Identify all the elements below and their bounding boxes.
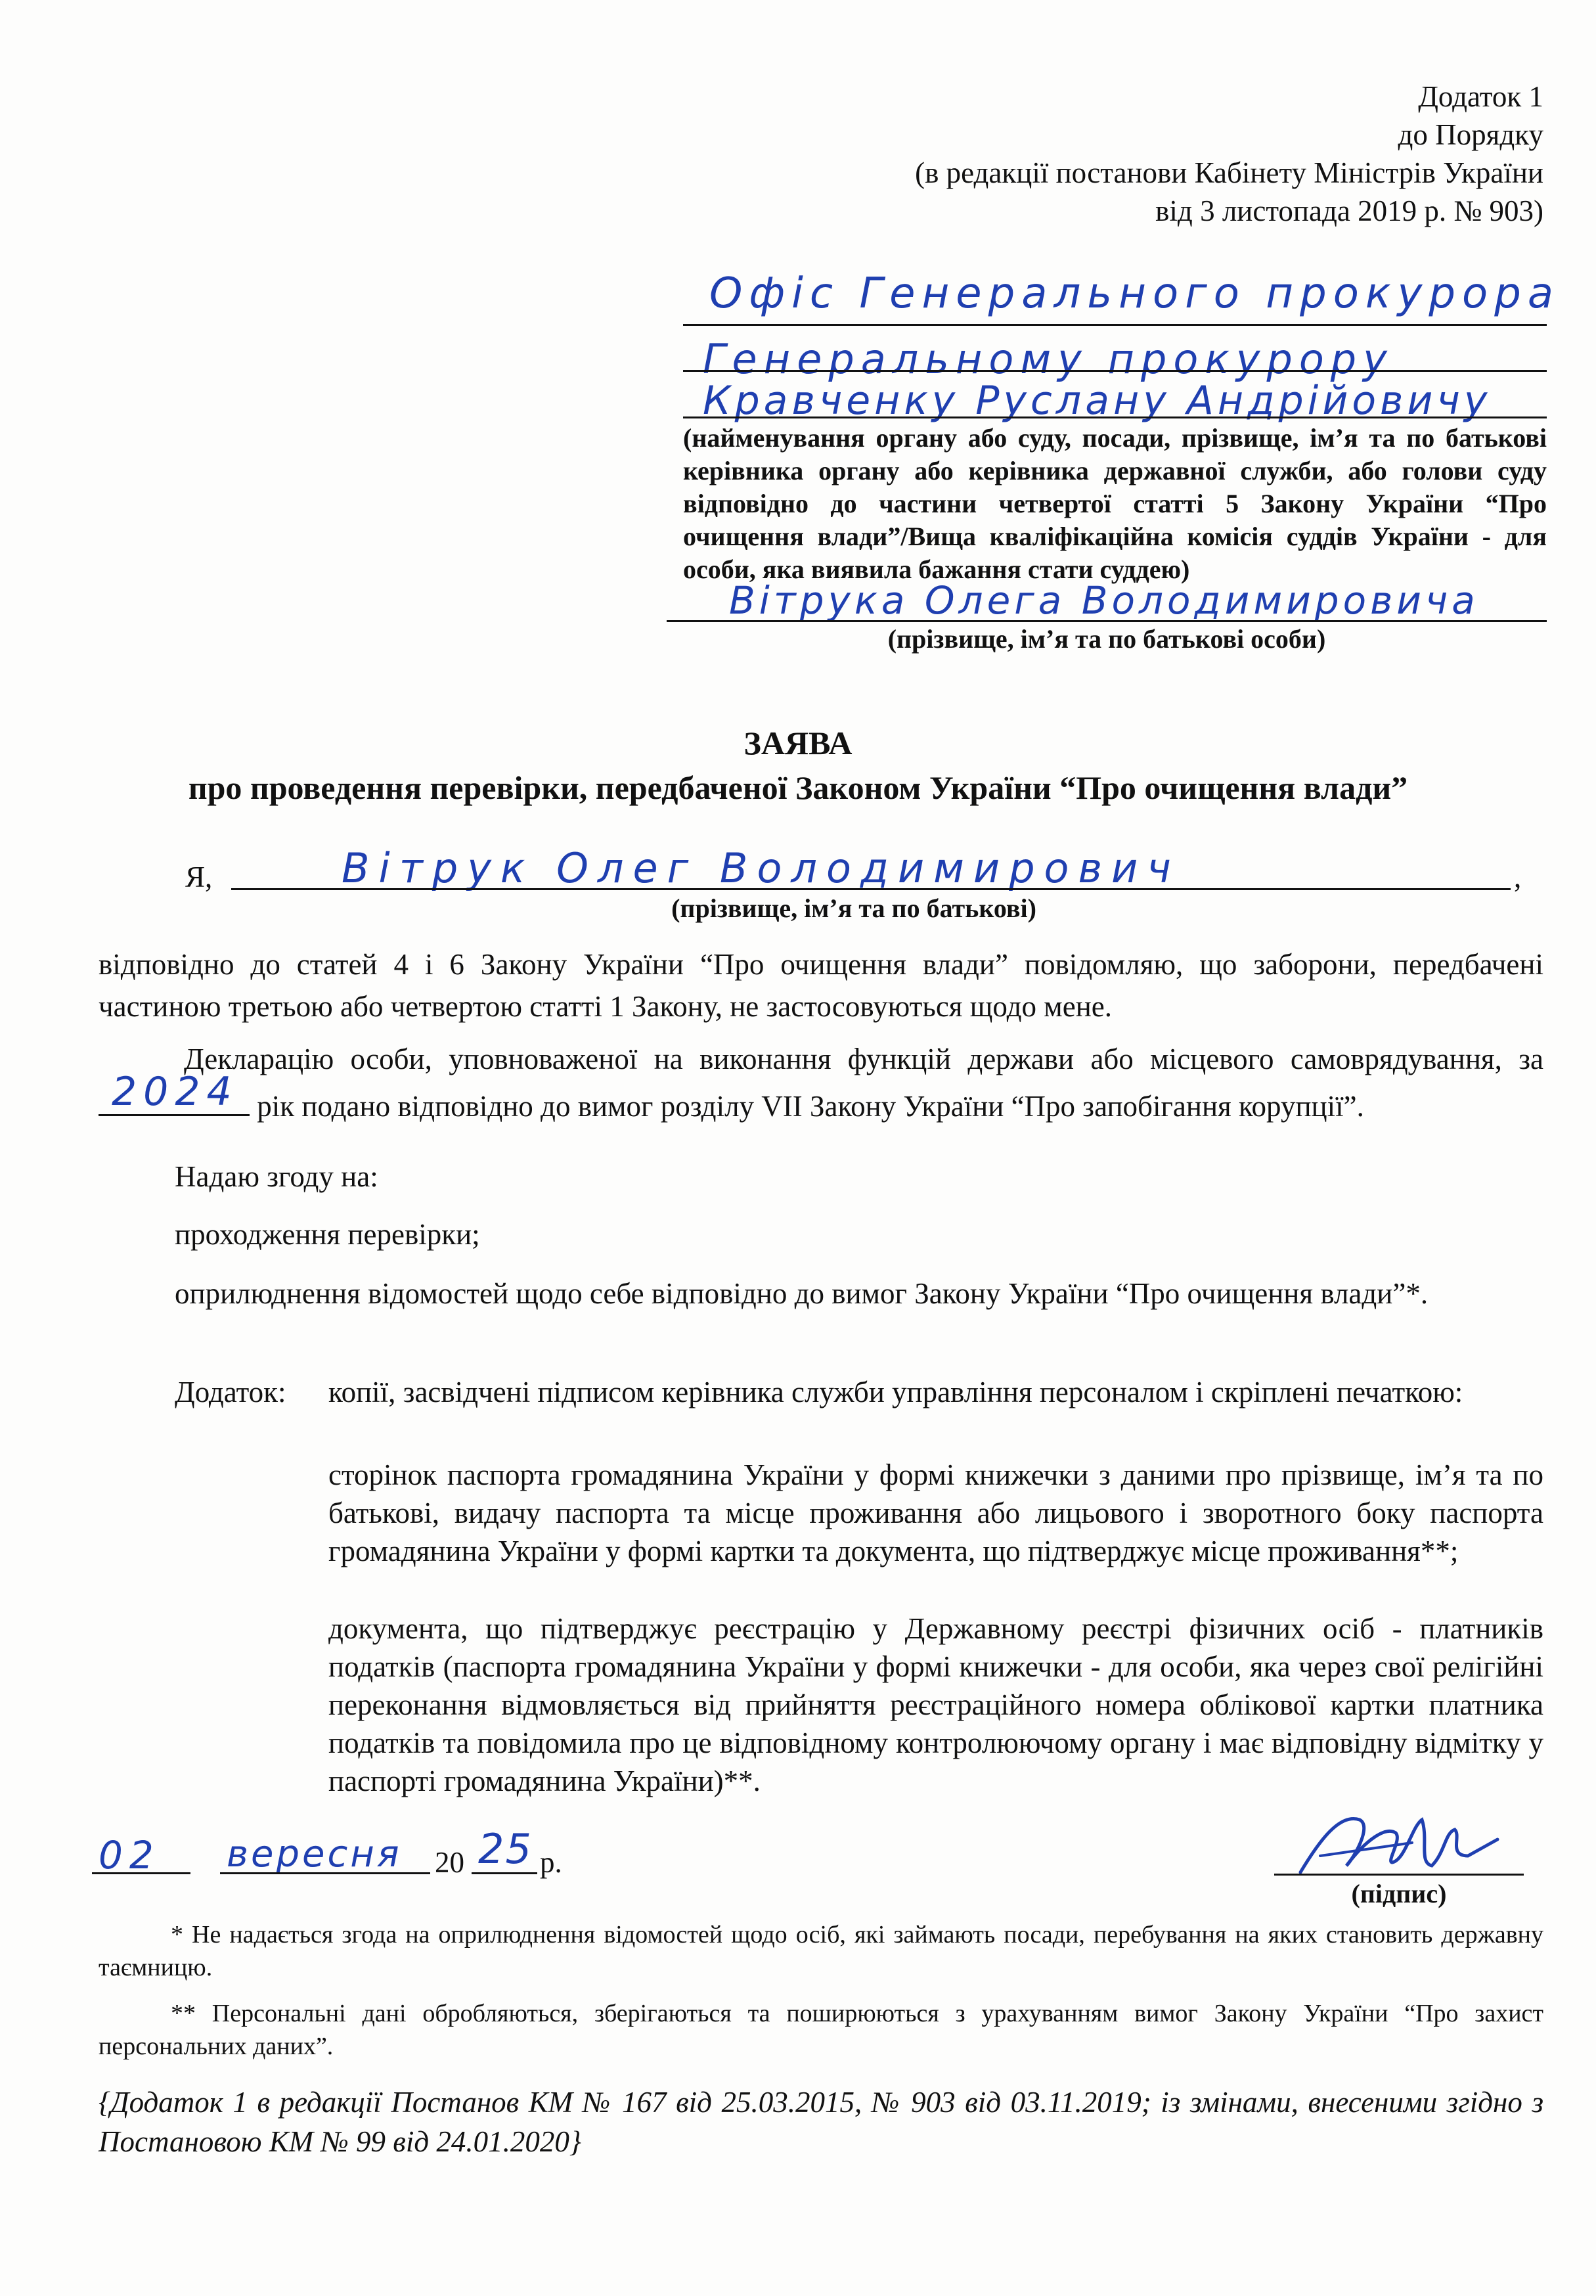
signature-caption: (підпис)	[1351, 1879, 1447, 1908]
date-year-handwritten: 25	[478, 1825, 533, 1873]
appendix-header	[722, 78, 1543, 230]
attachment-intro: копії, засвідчені підписом керівника служби управління персоналом і скріплені печаткою:	[328, 1376, 1463, 1408]
declaration-year-handwritten: 2024	[112, 1069, 238, 1115]
attachment-item-tax-registration: документа, що підтверджує реєстрацію у Державному реєстрі фізичних осіб - платників податків (паспорта громадянина України у формі книжечки - для особи, яка через свої релігійні переконання відмовляється від прийняття реєстраційного номера облікової картки платника податків та повідомила про це відповідному контролюючому органу і має відповідну відмітку у паспорті громадянина України)**.	[328, 1612, 1543, 1797]
sender-handwritten-name: Вітрука Олега Володимировича	[729, 578, 1479, 623]
addressee-handwritten-line-3: Кравченку Руслану Андрійовичу	[703, 378, 1492, 424]
date-day-handwritten: 02	[99, 1833, 160, 1878]
applicant-prefix: Я,	[185, 861, 213, 893]
document-title: ЗАЯВА	[743, 725, 853, 761]
paragraph-prohibitions: відповідно до статей 4 і 6 Закону України “Про очищення влади” повідомляю, що заборони, передбачені частиною третьою або четвертою статті 1 Закону, не застосовуються щодо мене.	[99, 948, 1543, 1023]
document-subtitle: про проведення перевірки, передбаченої Законом України “Про очищення влади”	[188, 769, 1408, 806]
addressee-handwritten-line-2: Генеральному прокурору	[703, 335, 1394, 383]
appendix-date: від 3 листопада 2019 р. № 903)	[1155, 194, 1543, 227]
applicant-suffix: ,	[1514, 861, 1522, 893]
date-suffix: р.	[540, 1846, 562, 1879]
consent-intro: Надаю згоду на:	[175, 1160, 378, 1193]
date-month-handwritten: вересня	[227, 1833, 402, 1876]
date-month-rule	[220, 1872, 430, 1874]
declaration-text-before: Декларацію особи, уповноваженої на виконання функцій держави або місцевого самоврядування, за	[184, 1043, 1543, 1075]
applicant-rule	[231, 888, 1511, 890]
appendix-number: Додаток 1	[1418, 80, 1543, 113]
legal-reference: {Додаток 1 в редакції Постанов КМ № 167 від 25.03.2015, № 903 від 03.11.2019; із змінами, внесеними згідно з Постановою КМ № 99 від 24.01.2020}	[99, 2086, 1543, 2158]
date-year-rule	[472, 1872, 537, 1874]
consent-item-verification: проходження перевірки;	[175, 1218, 480, 1251]
appendix-ref: до Порядку	[1398, 118, 1543, 151]
declaration-year-field	[99, 1069, 250, 1116]
paragraph-declaration	[99, 1038, 1543, 1127]
footnote-personal-data: ** Персональні дані обробляються, зберігаються та поширюються з урахуванням вимог Закону України “Про захист персональних даних”.	[99, 2000, 1543, 2060]
appendix-edition: (в редакції постанови Кабінету Міністрів України	[915, 156, 1543, 189]
sender-caption: (прізвище, ім’я та по батькові особи)	[887, 624, 1326, 654]
applicant-handwritten-name: Вітрук Олег Володимирович	[342, 844, 1180, 892]
attachment-label: Додаток:	[175, 1376, 286, 1408]
addressee-caption: (найменування органу або суду, посади, прізвище, ім’я та по батькові керівника органу або керівника державної служби, або голови суду відповідно до частини четвертої статті 5 Закону України “Про очищення влади”/Вища кваліфікаційна комісія суддів України - для особи, яка виявила бажання стати суддею)	[683, 423, 1547, 584]
footnote-state-secret: * Не надається згода на оприлюднення відомостей щодо осіб, які займають посади, перебування на яких становить державну таємницю.	[99, 1921, 1543, 1981]
consent-item-publication: оприлюднення відомостей щодо себе відповідно до вимог Закону України “Про очищення влади”*.	[175, 1277, 1429, 1310]
handwritten-signature	[1281, 1800, 1517, 1885]
date-century: 20	[435, 1846, 464, 1879]
addressee-rule-2	[683, 370, 1547, 372]
date-day-rule	[92, 1872, 190, 1874]
applicant-caption: (прізвище, ім’я та по батькові)	[671, 893, 1036, 923]
sender-rule	[667, 620, 1547, 622]
attachment-item-passport: сторінок паспорта громадянина України у формі книжечки з даними про прізвище, ім’я та по батькові, видачу паспорта та місце проживання або лицьового і зворотного боку паспорта громадянина України у формі картки та документа, що підтверджує місце проживання**;	[328, 1458, 1543, 1567]
addressee-rule-3	[683, 416, 1547, 418]
signature-rule	[1274, 1874, 1524, 1876]
declaration-text-after: рік подано відповідно до вимог розділу VII Закону України “Про запобігання корупції”.	[257, 1090, 1364, 1123]
addressee-handwritten-line-1: Офіс Генерального прокурора	[709, 269, 1561, 318]
addressee-rule-1	[683, 324, 1547, 326]
